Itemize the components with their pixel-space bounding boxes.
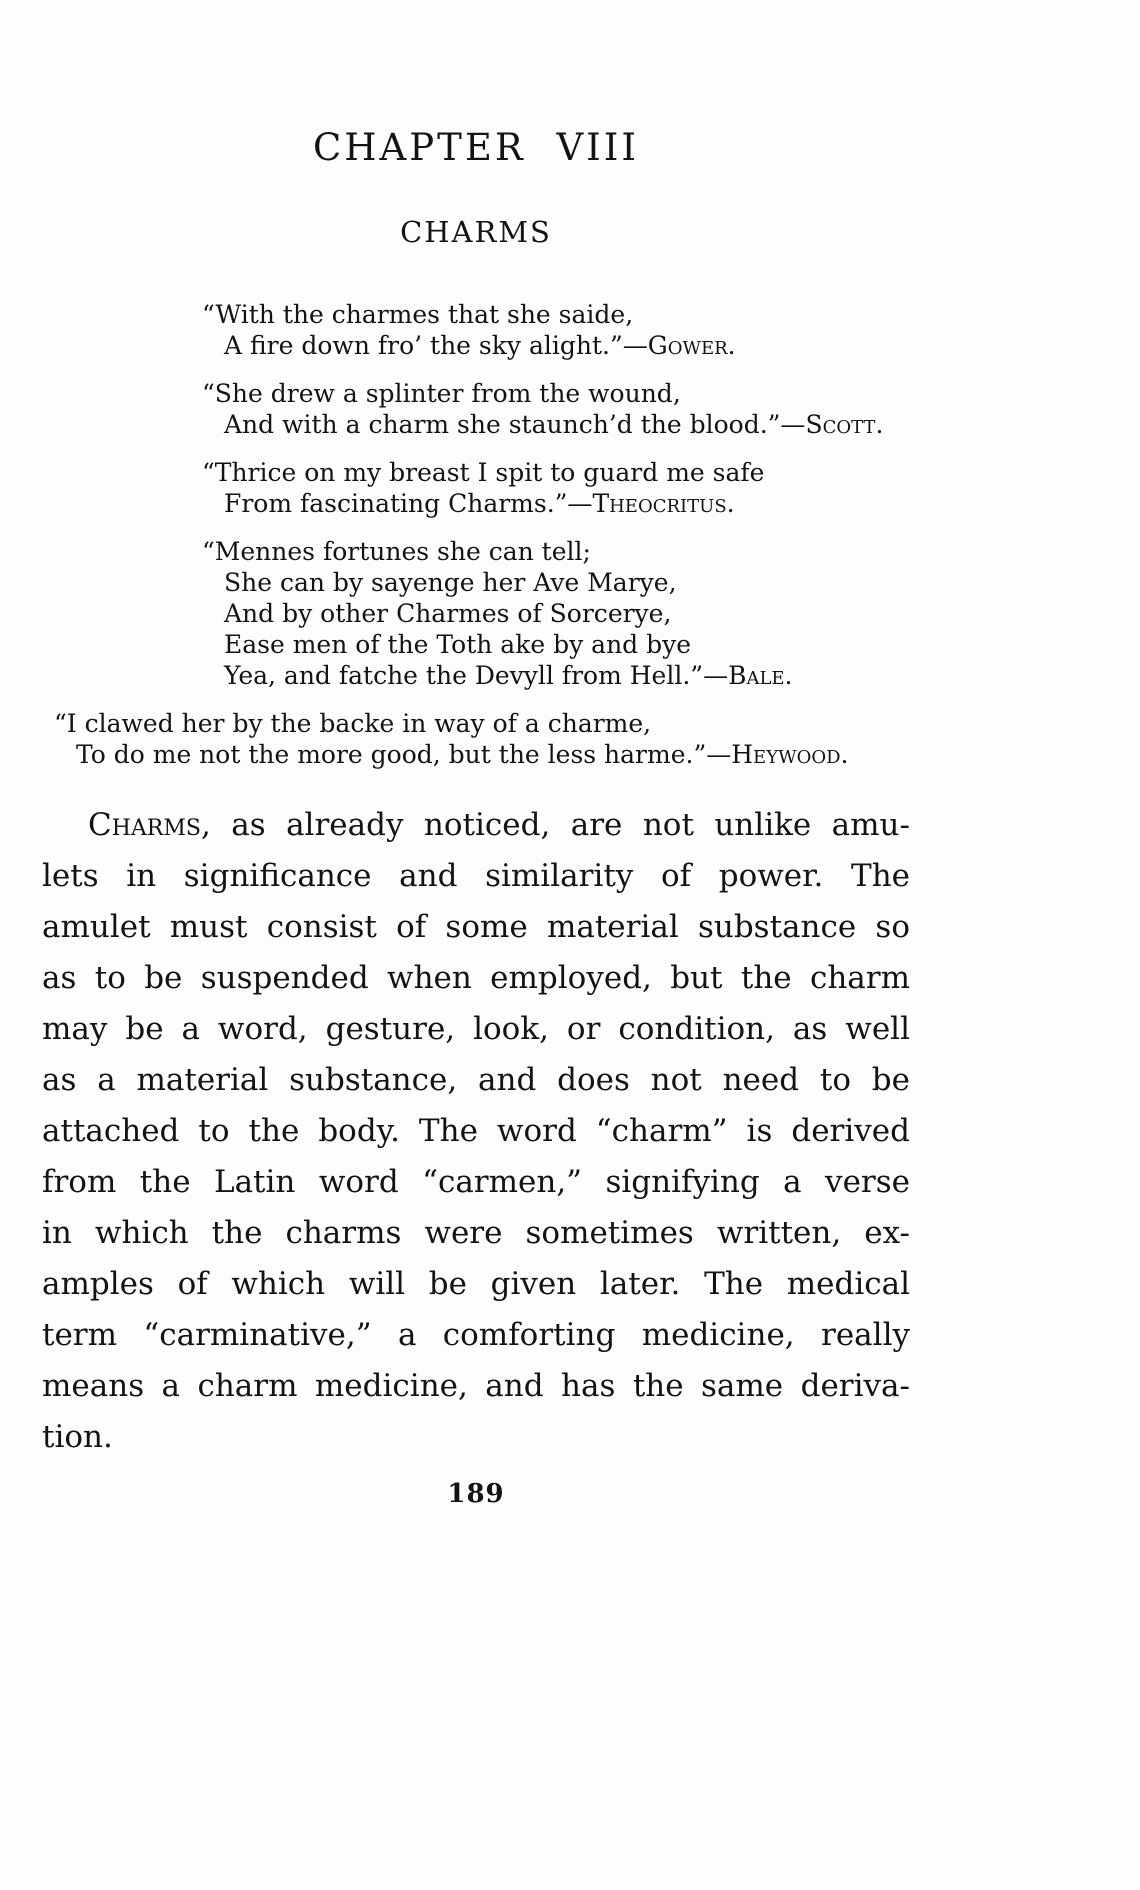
epigraph-line: From fascinating Charms.”—Theocritus.	[224, 489, 735, 518]
epigraph-1	[202, 299, 910, 361]
epigraph-line: A fire down fro’ the sky alight.”—Gower.	[224, 331, 736, 360]
epigraph-line: And by other Charmes of Sorcerye,	[224, 599, 672, 628]
epigraph-attribution: Heywood	[731, 740, 841, 769]
body-line: amples of which will be given later. The medical	[42, 1266, 910, 1302]
epigraph-line: “Thrice on my breast I spit to guard me safe	[202, 458, 765, 487]
body-line: in which the charms were sometimes written, ex-	[42, 1215, 910, 1251]
epigraph-line: “Mennes fortunes she can tell;	[202, 537, 591, 566]
section-heading: CHARMS	[400, 215, 552, 249]
epigraph-line: To do me not the more good, but the less harme.”—Heywood.	[76, 740, 849, 769]
epigraph-line: Yea, and fatche the Devyll from Hell.”—Bale.	[224, 661, 793, 690]
chapter-heading: CHAPTER VIII	[312, 126, 640, 169]
body-paragraph	[42, 800, 910, 1463]
body-lead-word: Charms	[88, 807, 201, 843]
epigraph-line: “With the charmes that she saide,	[202, 300, 634, 329]
epigraph-3	[202, 457, 910, 519]
epigraph-line: “I clawed her by the backe in way of a charme,	[54, 709, 652, 738]
body-line: tion.	[42, 1419, 113, 1455]
epigraph-5	[54, 708, 910, 770]
body-line: means a charm medicine, and has the same deriva-	[42, 1368, 910, 1404]
body-line: Charms, as already noticed, are not unlike amu-	[88, 807, 910, 843]
epigraph-attribution: Gower	[647, 331, 728, 360]
epigraph-4	[202, 536, 910, 691]
body-line: as a material substance, and does not need to be	[42, 1062, 910, 1098]
body-line: from the Latin word “carmen,” signifying a verse	[42, 1164, 910, 1200]
epigraph-attribution: Scott	[805, 410, 876, 439]
epigraph-block	[42, 299, 910, 770]
epigraph-line: And with a charm she staunch’d the blood.”—Scott.	[224, 410, 884, 439]
body-line: may be a word, gesture, look, or condition, as well	[42, 1011, 910, 1047]
epigraph-line: “She drew a splinter from the wound,	[202, 379, 681, 408]
body-line: term “carminative,” a comforting medicine, really	[42, 1317, 910, 1353]
body-line: attached to the body. The word “charm” is derived	[42, 1113, 910, 1149]
epigraph-attribution: Theocritus	[592, 489, 727, 518]
epigraph-attribution: Bale	[728, 661, 785, 690]
body-line: as to be suspended when employed, but the charm	[42, 960, 910, 996]
epigraph-line: Ease men of the Toth ake by and bye	[224, 630, 692, 659]
page-number: 189	[447, 1479, 505, 1509]
epigraph-2	[202, 378, 910, 440]
body-line: amulet must consist of some material substance so	[42, 909, 910, 945]
epigraph-line: She can by sayenge her Ave Marye,	[224, 568, 677, 597]
body-line: lets in significance and similarity of power. The	[42, 858, 910, 894]
book-page	[42, 0, 910, 1509]
